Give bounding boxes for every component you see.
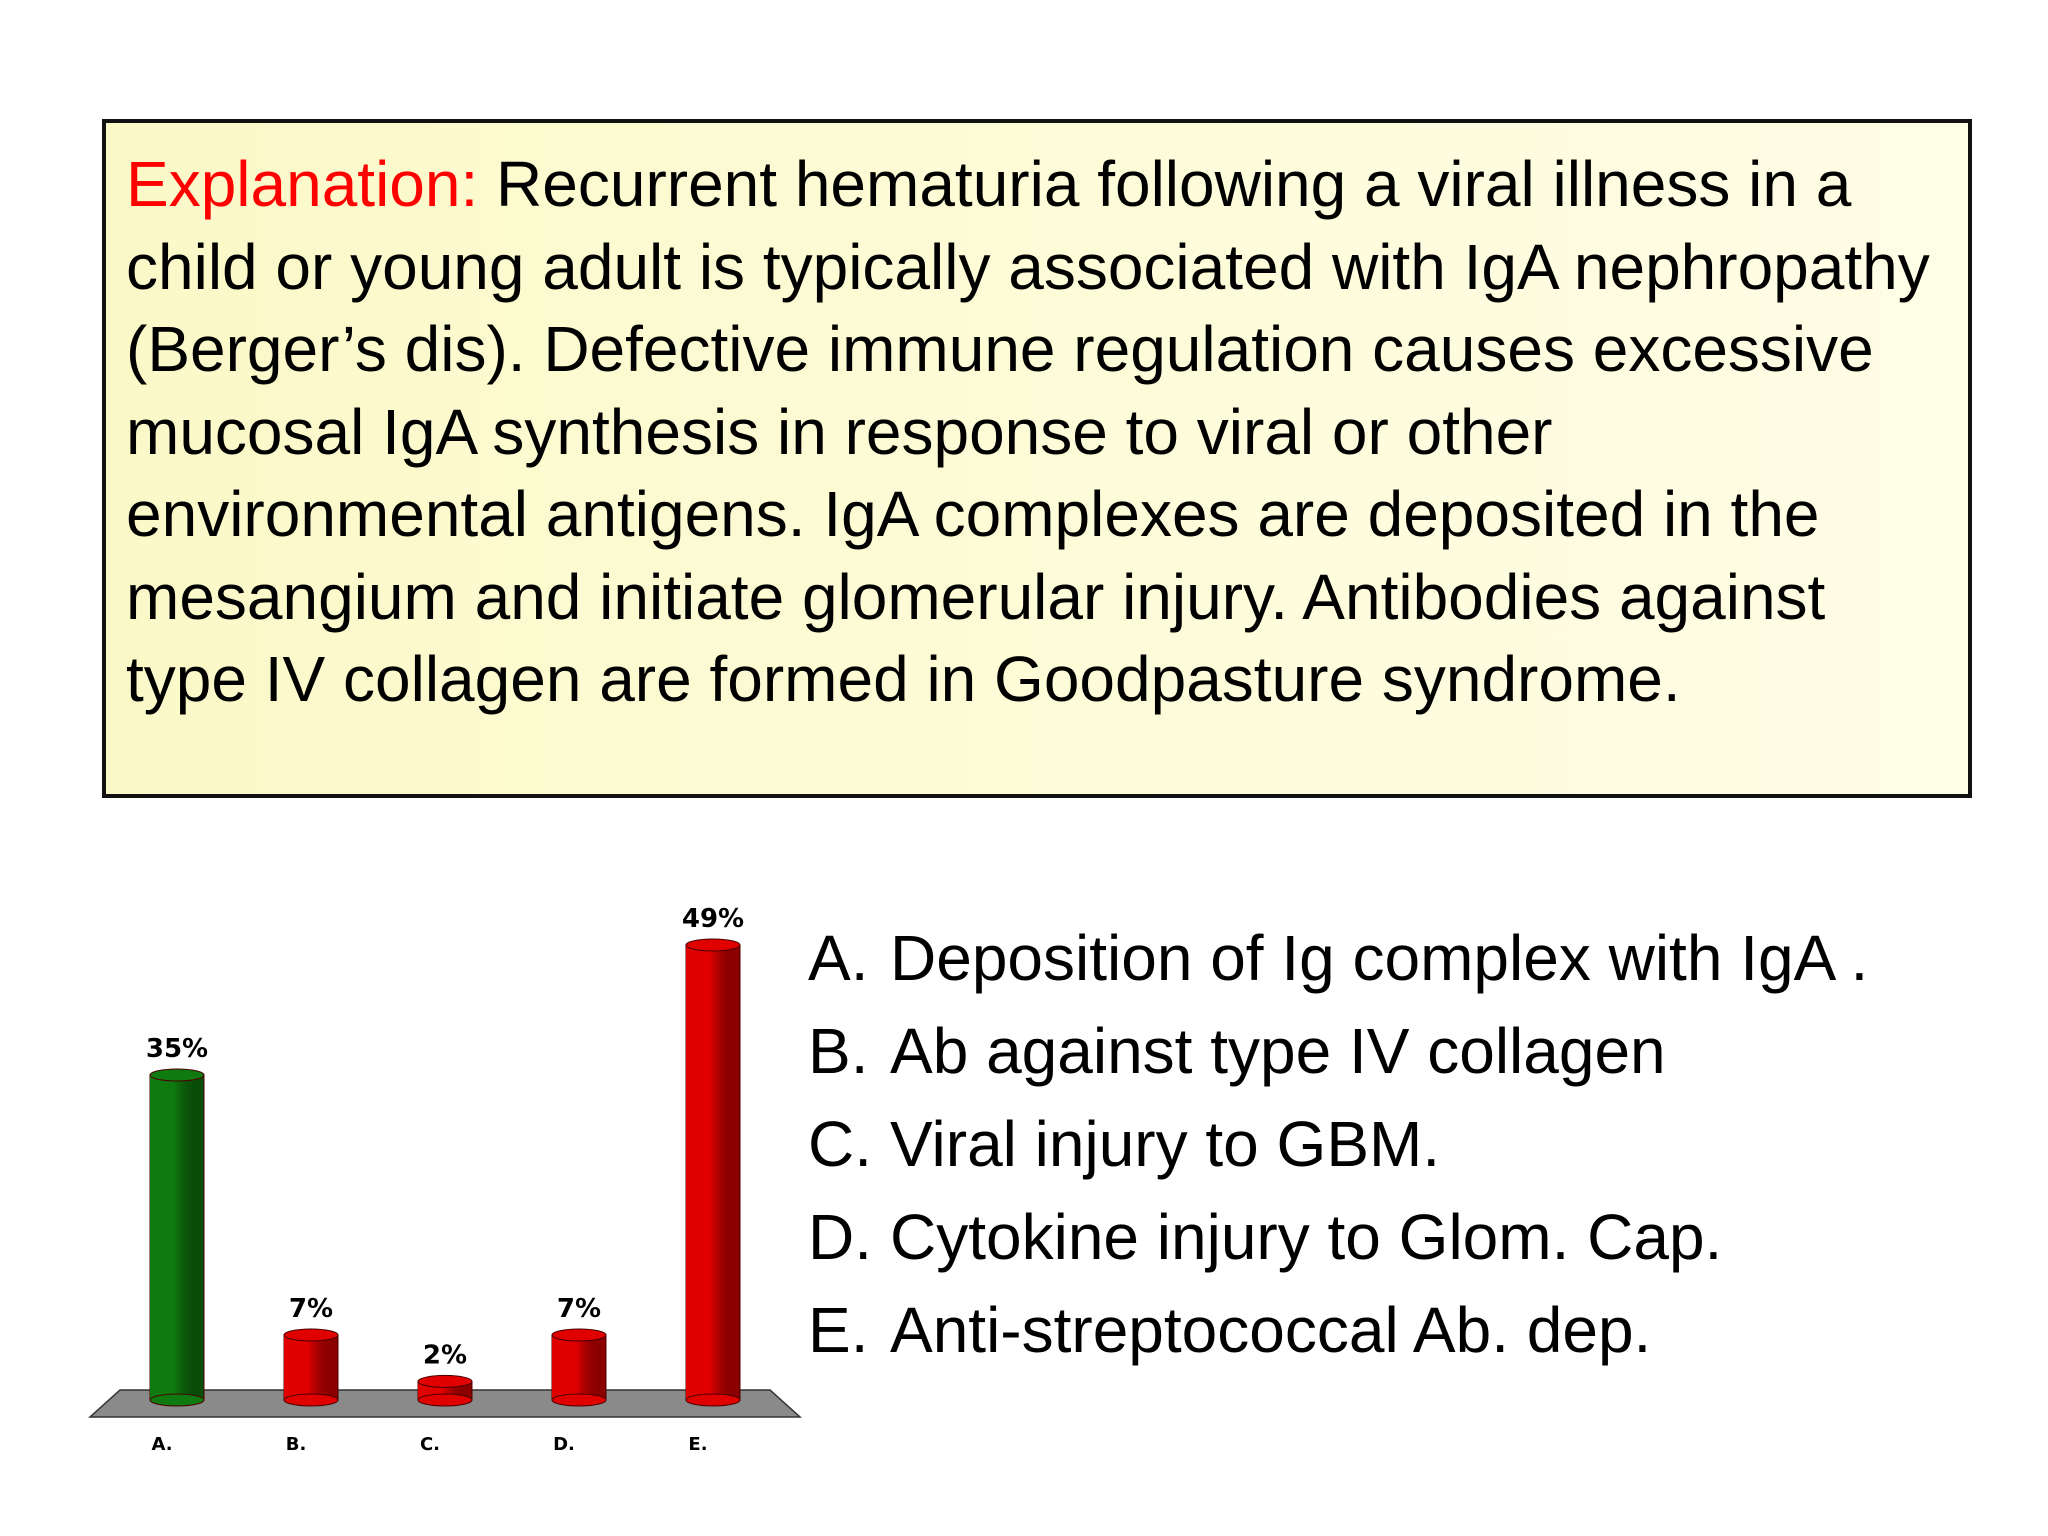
- bar-3-base: [418, 1394, 472, 1406]
- category-label-3: C.: [419, 1434, 441, 1455]
- bar-1-value-label: 35%: [145, 1034, 209, 1064]
- option-b[interactable]: [808, 1005, 1868, 1098]
- option-a-letter: A.: [808, 922, 869, 994]
- option-d-text: Cytokine injury to Glom. Cap.: [890, 1201, 1723, 1273]
- bar-5-shade: [686, 945, 740, 1400]
- bar-4-top: [552, 1329, 606, 1341]
- bar-1-base: [150, 1394, 204, 1406]
- bar-4-value-label: 7%: [556, 1294, 602, 1324]
- option-a-text: Deposition of Ig complex with IgA .: [890, 922, 1869, 994]
- explanation-box: [102, 119, 1972, 798]
- answer-options: [808, 912, 1868, 1377]
- option-c[interactable]: [808, 1098, 1868, 1191]
- bar-1-shade: [150, 1075, 204, 1400]
- option-e[interactable]: [808, 1284, 1868, 1377]
- option-d-letter: D.: [808, 1201, 872, 1273]
- option-e-text: Anti-streptococcal Ab. dep.: [890, 1294, 1652, 1366]
- option-c-text: Viral injury to GBM.: [890, 1108, 1441, 1180]
- bar-2-top: [284, 1329, 338, 1341]
- explanation-lead: Explanation:: [126, 148, 479, 220]
- category-label-4: D.: [553, 1434, 575, 1455]
- category-label-1: A.: [151, 1434, 173, 1455]
- response-chart-svg: [80, 870, 810, 1470]
- bar-1-top: [150, 1069, 204, 1081]
- bar-3-top: [418, 1375, 472, 1387]
- bar-2-shade: [284, 1335, 338, 1400]
- bar-2-base: [284, 1394, 338, 1406]
- explanation-text: Recurrent hematuria following a viral illness in a child or young adult is typically associated with IgA nephropathy (Berger’s dis). Defective immune regulation causes excessive mucosal IgA synthesis in response to viral or other environmental antigens. IgA complexes are deposited in the mesangium and initiate glomerular injury. Antibodies against type IV collagen are formed in Goodpasture syndrome.: [126, 148, 1930, 715]
- bar-5-top: [686, 939, 740, 951]
- bar-4-shade: [552, 1335, 606, 1400]
- response-chart: [80, 870, 810, 1470]
- option-b-letter: B.: [808, 1015, 869, 1087]
- bar-5-value-label: 49%: [681, 904, 745, 934]
- bar-5-base: [686, 1394, 740, 1406]
- option-d[interactable]: [808, 1191, 1868, 1284]
- option-e-letter: E.: [808, 1294, 869, 1366]
- bar-3-value-label: 2%: [422, 1340, 468, 1371]
- category-label-2: B.: [285, 1434, 307, 1455]
- bar-4-base: [552, 1394, 606, 1406]
- bar-2-value-label: 7%: [288, 1294, 334, 1324]
- category-label-5: E.: [688, 1434, 708, 1455]
- option-b-text: Ab against type IV collagen: [890, 1015, 1666, 1087]
- option-c-letter: C.: [808, 1108, 872, 1180]
- option-a[interactable]: [808, 912, 1868, 1005]
